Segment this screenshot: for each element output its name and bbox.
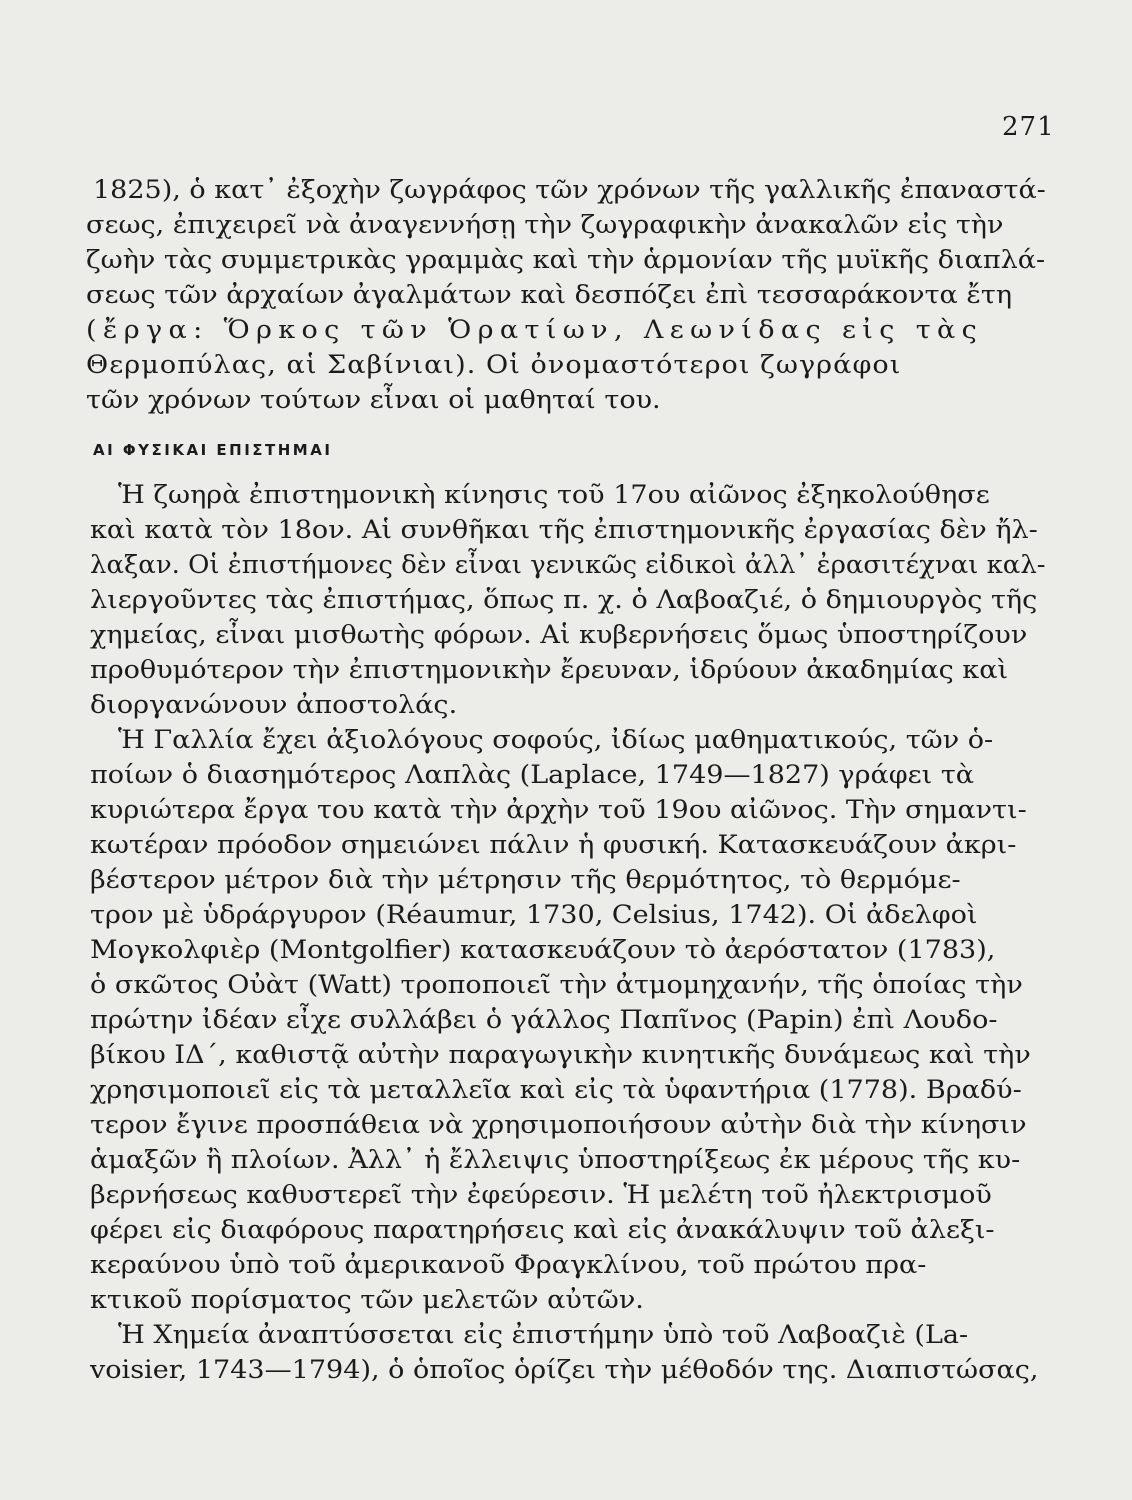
text-line: τερον ἔγινε προσπάθεια νὰ χρησιμοποιήσουν αὐτὴν διὰ τὴν κίνησιν <box>90 1110 1027 1140</box>
section-heading: ΑΙ ΦΥΣΙΚΑΙ ΕΠΙΣΤΗΜΑΙ <box>93 441 333 459</box>
text-line: προθυμότερον τὴν ἐπιστημονικὴν ἔρευναν, ἱδρύουν ἀκαδημίας καὶ <box>90 655 1009 685</box>
text-line: χημείας, εἶναι μισθωτὴς φόρων. Αἱ κυβερνήσεις ὅμως ὑποστηρίζουν <box>90 620 1028 650</box>
text-line: λαξαν. Οἱ ἐπιστήμονες δὲν εἶναι γενικῶς εἰδικοὶ ἀλλ᾿ ἐρασιτέχναι καλ- <box>90 550 1046 580</box>
text-line: σεως τῶν ἀρχαίων ἀγαλμάτων καὶ δεσπόζει ἐπὶ τεσσαράκοντα ἔτη <box>86 280 1013 310</box>
text-line: ὁ σκῶτος Οὐὰτ (Watt) τροποποιεῖ τὴν ἀτμομηχανήν, τῆς ὁποίας τὴν <box>90 970 1023 1000</box>
page-number: 271 <box>1002 112 1055 142</box>
text-line: σεως, ἐπιχειρεῖ νὰ ἀναγεννήσῃ τὴν ζωγραφικὴν ἀνακαλῶν εἰς τὴν <box>86 210 1004 240</box>
text-line: Μογκολφιὲρ (Montgolfier) κατασκευάζουν τὸ ἀερόστατον (1783), <box>90 935 996 965</box>
text-line: (ἔργα: Ὅρκος τῶν Ὁρατίων, Λεωνίδας εἰς τὰς <box>86 315 984 345</box>
text-line: ποίων ὁ διασημότερος Λαπλὰς (Laplace, 1749—1827) γράφει τὰ <box>90 760 975 790</box>
text-line: κεραύνου ὑπὸ τοῦ ἀμερικανοῦ Φραγκλίνου, τοῦ πρώτου πρα- <box>90 1250 927 1280</box>
text-line: λιεργοῦντες τὰς ἐπιστήμας, ὅπως π. χ. ὁ Λαβοαζιέ, ὁ δημιουργὸς τῆς <box>90 585 1038 615</box>
text-line: βέστερον μέτρον διὰ τὴν μέτρησιν τῆς θερμότητος, τὸ θερμόμε- <box>90 865 961 895</box>
text-line: Ἡ Γαλλία ἔχει ἀξιολόγους σοφούς, ἰδίως μαθηματικούς, τῶν ὁ- <box>118 725 994 755</box>
text-line: φέρει εἰς διαφόρους παρατηρήσεις καὶ εἰς ἀνακάλυψιν τοῦ ἀλεξι- <box>90 1215 995 1245</box>
text-line: voisier, 1743—1794), ὁ ὁποῖος ὁρίζει τὴν μέθοδόν της. Διαπιστώσας, <box>90 1355 1039 1385</box>
text-line: Θερμοπύλας, αἱ Σαβίνιαι). Οἱ ὀνομαστότεροι ζωγράφοι <box>86 350 902 380</box>
text-line: πρώτην ἰδέαν εἶχε συλλάβει ὁ γάλλος Παπῖνος (Papin) ἐπὶ Λουδο- <box>90 1005 998 1035</box>
text-line: βίκου ΙΔ΄, καθιστᾷ αὐτὴν παραγωγικὴν κινητικῆς δυνάμεως καὶ τὴν <box>90 1040 1031 1070</box>
text-line: Ἡ ζωηρὰ ἐπιστημονικὴ κίνησις τοῦ 17ου αἰῶνος ἐξηκολούθησε <box>118 480 990 510</box>
text-line: κυριώτερα ἔργα του κατὰ τὴν ἀρχὴν τοῦ 19ου αἰῶνος. Τὴν σημαντι- <box>90 795 1027 825</box>
text-line: βερνήσεως καθυστερεῖ τὴν ἐφεύρεσιν. Ἡ μελέτη τοῦ ἠλεκτρισμοῦ <box>90 1180 992 1210</box>
text-line: τρον μὲ ὑδράργυρον (Réaumur, 1730, Celsius, 1742). Οἱ ἀδελφοὶ <box>90 900 978 930</box>
text-line: κωτέραν πρόοδον σημειώνει πάλιν ἡ φυσική. Κατασκευάζουν ἀκρι- <box>90 830 1017 860</box>
text-line: ζωὴν τὰς συμμετρικὰς γραμμὰς καὶ τὴν ἁρμονίαν τῆς μυϊκῆς διαπλά- <box>86 245 1046 275</box>
text-line: διοργανώνουν ἀποστολάς. <box>90 690 458 720</box>
text-line: ἁμαξῶν ἢ πλοίων. Ἀλλ᾿ ἡ ἔλλειψις ὑποστηρίξεως ἐκ μέρους τῆς κυ- <box>90 1145 1021 1175</box>
text-line: τῶν χρόνων τούτων εἶναι οἱ μαθηταί του. <box>86 385 661 415</box>
text-line: Ἡ Χημεία ἀναπτύσσεται εἰς ἐπιστήμην ὑπὸ τοῦ Λαβοαζιὲ (La- <box>118 1320 969 1350</box>
text-line: χρησιμοποιεῖ εἰς τὰ μεταλλεῖα καὶ εἰς τὰ ὑφαντήρια (1778). Βραδύ- <box>90 1075 1022 1105</box>
text-line: 1825), ὁ κατ᾿ ἐξοχὴν ζωγράφος τῶν χρόνων τῆς γαλλικῆς ἐπαναστά- <box>93 175 1046 205</box>
text-line: καὶ κατὰ τὸν 18ον. Αἱ συνθῆκαι τῆς ἐπιστημονικῆς ἐργασίας δὲν ἤλ- <box>90 515 1038 545</box>
text-line: κτικοῦ πορίσματος τῶν μελετῶν αὐτῶν. <box>90 1285 644 1315</box>
